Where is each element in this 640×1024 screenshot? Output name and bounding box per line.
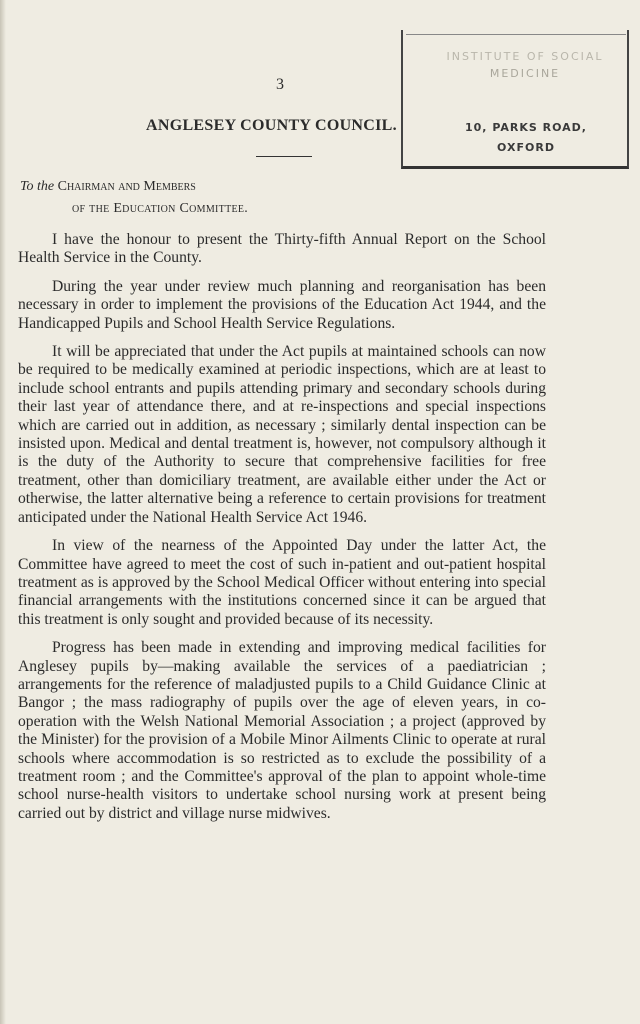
paragraph: In view of the nearness of the Appointed Day under the latter Act, the Committee have agreed to meet the cost of such in-patient and out-patient hospital treatment as is approved by the School Medical Officer without entering into special financial arrangements with the institutions concerned since it can be argued that this treatment is only sought and provided because of its necessity. [18, 537, 546, 628]
addressee-line2: of the Education Committee. [72, 201, 249, 216]
stamp-address-line2: OXFORD [497, 141, 555, 154]
addressee-title: Chairman and Members [57, 179, 196, 194]
document-heading: ANGLESEY COUNTY COUNCIL. [146, 117, 397, 134]
stamp-top-rule [406, 34, 626, 35]
page-number: 3 [276, 76, 284, 93]
stamp-address [428, 118, 624, 158]
paragraph: During the year under review much planning and reorganisation has been necessary in order to implement the provisions of the Education Act 1944, and the Handicapped Pupils and School Health Service Regulations. [18, 277, 546, 332]
page-edge-shadow [0, 0, 6, 1024]
stamp-logo [420, 46, 620, 84]
report-body [18, 231, 546, 833]
paragraph: Progress has been made in extending and improving medical facilities for Anglesey pupils by—making available the services of a paediatrician ; arrangements for the reference of maladjusted pupils to a Child Guidance Clinic at Bangor ; the mass radiography of pupils over the age of eleven years, in co-operation with the Welsh National Memorial Association ; a project (approved by the Minister) for the provision of a Mobile Minor Ailments Clinic to operate at rural schools where accommodation is so restricted as to exclude the possibility of a treatment room ; and the Committee's approval of the plan to appoint whole-time school nurse-health visitors to undertake school nursing work at present being carried out by district and village nurse midwives. [18, 639, 546, 822]
stamp-logo-text: INSTITUTE OF SOCIAL [446, 50, 604, 63]
paragraph: I have the honour to present the Thirty-fifth Annual Report on the School Health Service in the County. [18, 231, 546, 267]
stamp-logo-text-2: MEDICINE [489, 67, 561, 80]
heading-rule [256, 156, 312, 157]
addressee-prefix: To the [20, 179, 58, 194]
addressee-line1 [20, 176, 248, 198]
addressee [20, 176, 248, 220]
paragraph: It will be appreciated that under the Act pupils at maintained schools can now be required to be medically examined at periodic inspections, which are at least to include school entrants and pupils attending primary and secondary schools during their last year of attendance there, and at re-inspections and special inspections which are carried out in addition, as necessary ; similarly dental inspection can be insisted upon. Medical and dental treatment is, however, not compulsory although it is the duty of the Authority to secure that comprehensive facilities for free treatment, other than domiciliary treatment, are available either under the Act or otherwise, the latter alternative being a reference to certain provisions for treatment anticipated under the National Health Service Act 1946. [18, 343, 546, 526]
stamp-address-line1: 10, PARKS ROAD, [465, 121, 587, 134]
